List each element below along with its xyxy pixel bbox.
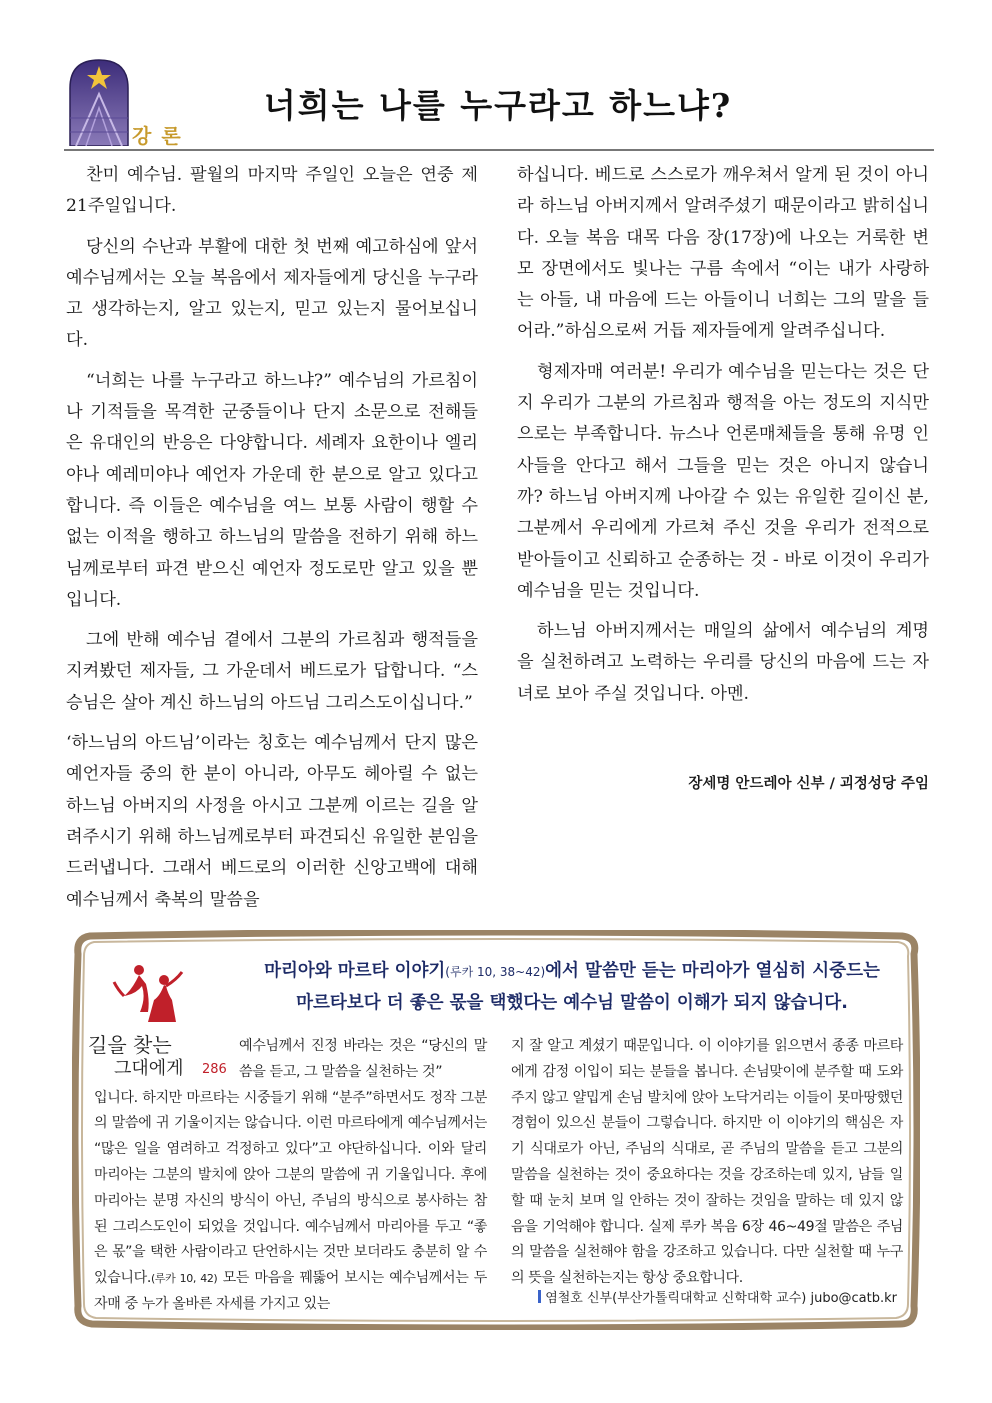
article-paragraph: 하느님 아버지께서는 매일의 삶에서 예수님의 계명을 실천하려고 노력하는 우리를 당신의 마음에 드는 자녀로 보아 주실 것입니다. 아멘. — [517, 621, 929, 704]
qa-question — [262, 956, 882, 1019]
qa-signature — [511, 1287, 897, 1306]
page-title: 너희는 나를 누구라고 하느냐? — [263, 86, 733, 125]
svg-text:길을 찾는: 길을 찾는 — [88, 1033, 172, 1057]
qa-answer-text: 모든 마음을 꿰뚫어 보시는 예수님께서는 두 자매 중 누가 올바른 자세를 가지고 있는 — [94, 1270, 488, 1312]
article-signature: 장세명 안드레아 신부 / 괴정성당 주임 — [688, 776, 929, 792]
article-paragraph: 찬미 예수님. 팔월의 마지막 주일인 오늘은 연중 제21주일입니다. — [66, 165, 478, 217]
qa-answer-left-column — [94, 1034, 487, 1318]
signature-bar-icon — [538, 1290, 541, 1303]
qa-question-part: 에서 말씀만 듣는 마리아가 열심히 시중드는 마르타보다 더 좋은 몫을 택했다는 예수님 말씀이 이해가 되지 않습니다. — [296, 961, 880, 1013]
qa-answer-reference: (루카 10, 42) — [150, 1272, 218, 1286]
qa-question-reference: (루카 10, 38~42) — [445, 965, 546, 979]
header-divider — [64, 149, 934, 151]
qa-signature-text: 염철호 신부(부산가톨릭대학교 신학대학 교수) jubo@catb.kr — [545, 1291, 897, 1306]
article-paragraph: 당신의 수난과 부활에 대한 첫 번째 예고하심에 앞서 예수님께서는 오늘 복음에서 제자들에게 당신을 누구라고 생각하는지, 알고 있는지, 믿고 있는지 물어보십니다. — [66, 236, 478, 351]
svg-text:286: 286 — [202, 1062, 227, 1077]
qa-answer-text: 지 잘 알고 계셨기 때문입니다. 이 이야기를 읽으면서 종종 마르타에게 감정 이입이 되는 분들을 봅니다. 손님맞이에 분주할 때 도와주지 않고 얄밉게 손님 발치에 앉아 노닥거리는 이들이 못마땅했던 경험이 있으신 분들이 그렇습니다. 하지만 이 이야기의 핵심은 자기 식대로가 아닌, 주님의 식대로, 곧 주님의 말씀을 듣고 그분의 말씀을 실천하는 것이 중요하다는 것을 강조하는데 있지, 남들 일할 때 눈치 보며 일 안하는 것이 잘하는 것임을 말하는 데 있지 않음을 기억해야 합니다. 실제 루카 복음 6장 46~49절 말씀은 주님의 말씀을 실천해야 함을 강조하고 있습니다. 다만 실천할 때 누구의 뜻을 실천하는지는 항상 중요합니다. — [511, 1038, 903, 1287]
qa-answer-intro: 예수님께서 진정 바라는 것은 “당신의 말씀을 듣고, 그 말씀을 실천하는 것” — [239, 1038, 487, 1080]
article-header — [62, 58, 934, 154]
section-label: 강론 — [132, 124, 191, 148]
article-right-column — [517, 160, 929, 719]
article-paragraph: 하십니다. 베드로 스스로가 깨우쳐서 알게 된 것이 아니라 하느님 아버지께서 알려주셨기 때문이라고 밝히십니다. 오늘 복음 대목 다음 장(17장)에 나오는 거룩한 변모 장면에서도 빛나는 구름 속에서 “이는 내가 사랑하는 아들, 내 마음에 드는 아들이니 너희는 그의 말을 들어라.”하심으로써 거듭 제자들에게 알려주십니다. — [517, 165, 929, 342]
qa-question-part: 마리아와 마르타 이야기 — [264, 961, 446, 981]
article-paragraph: 그에 반해 예수님 곁에서 그분의 가르침과 행적들을 지켜봤던 제자들, 그 가운데서 베드로가 답합니다. “스승님은 살아 계신 하느님의 아드님 그리스도이십니다.” — [66, 630, 478, 713]
article-paragraph: 형제자매 여러분! 우리가 예수님을 믿는다는 것은 단지 우리가 그분의 가르침과 행적을 아는 정도의 지식만으로는 부족합니다. 뉴스나 언론매체들을 통해 유명 인사들을 안다고 해서 그들을 믿는 것은 아니지 않습니까? 하느님 아버지께 나아갈 수 있는 유일한 길이신 분, 그분께서 우리에게 가르쳐 주신 것을 우리가 전적으로 받아들이고 신뢰하고 순종하는 것 - 바로 이것이 우리가 예수님을 믿는 것입니다. — [517, 361, 929, 601]
qa-answer-right-column — [511, 1034, 903, 1292]
article-paragraph: “너희는 나를 누구라고 하느냐?” 예수님의 가르침이나 기적들을 목격한 군중들이나 단지 소문으로 전해들은 유대인의 반응은 다양합니다. 세례자 요한이나 엘리야나 예레미야나 예언자 가운데 한 분으로 알고 있다고 합니다. 즉 이들은 예수님을 여느 보통 사람이 행할 수 없는 이적을 행하고 하느님의 말씀을 전하기 위해 하느님께로부터 파견 받으신 예언자 정도로만 알고 있을 뿐입니다. — [66, 370, 478, 610]
qa-answer-text: 입니다. 하지만 마르타는 시중들기 위해 “분주”하면서도 정작 그분의 말씀에 귀 기울이지는 않습니다. 이런 마르타에게 예수님께서는 “많은 일을 염려하고 걱정하고 있다”고 야단하십니다. 이와 달리 마리아는 그분의 발치에 앉아 그분의 말씀에 귀 기울입니다. 후에 마리아는 분명 자신의 방식이 아닌, 주님의 방식으로 봉사하는 참된 그리스도인이 되었을 것입니다. 예수님께서 마리아를 두고 “좋은 몫”을 택한 사람이라고 단언하시는 것만 보더라도 충분히 알 수 있습니다. — [94, 1089, 487, 1287]
svg-text:그대에게: 그대에게 — [114, 1058, 184, 1079]
article-left-column — [66, 160, 478, 925]
article-paragraph: ‘하느님의 아드님’이라는 칭호는 예수님께서 단지 많은 예언자들 중의 한 분이 아니라, 아무도 헤아릴 수 없는 하느님 아버지의 사정을 아시고 그분께 이르는 길을 알려주시기 위해 하느님께로부터 파견되신 유일한 분임을 드러냅니다. 그래서 베드로의 이러한 신앙고백에 대해 예수님께서 축복의 말씀을 — [66, 733, 478, 910]
